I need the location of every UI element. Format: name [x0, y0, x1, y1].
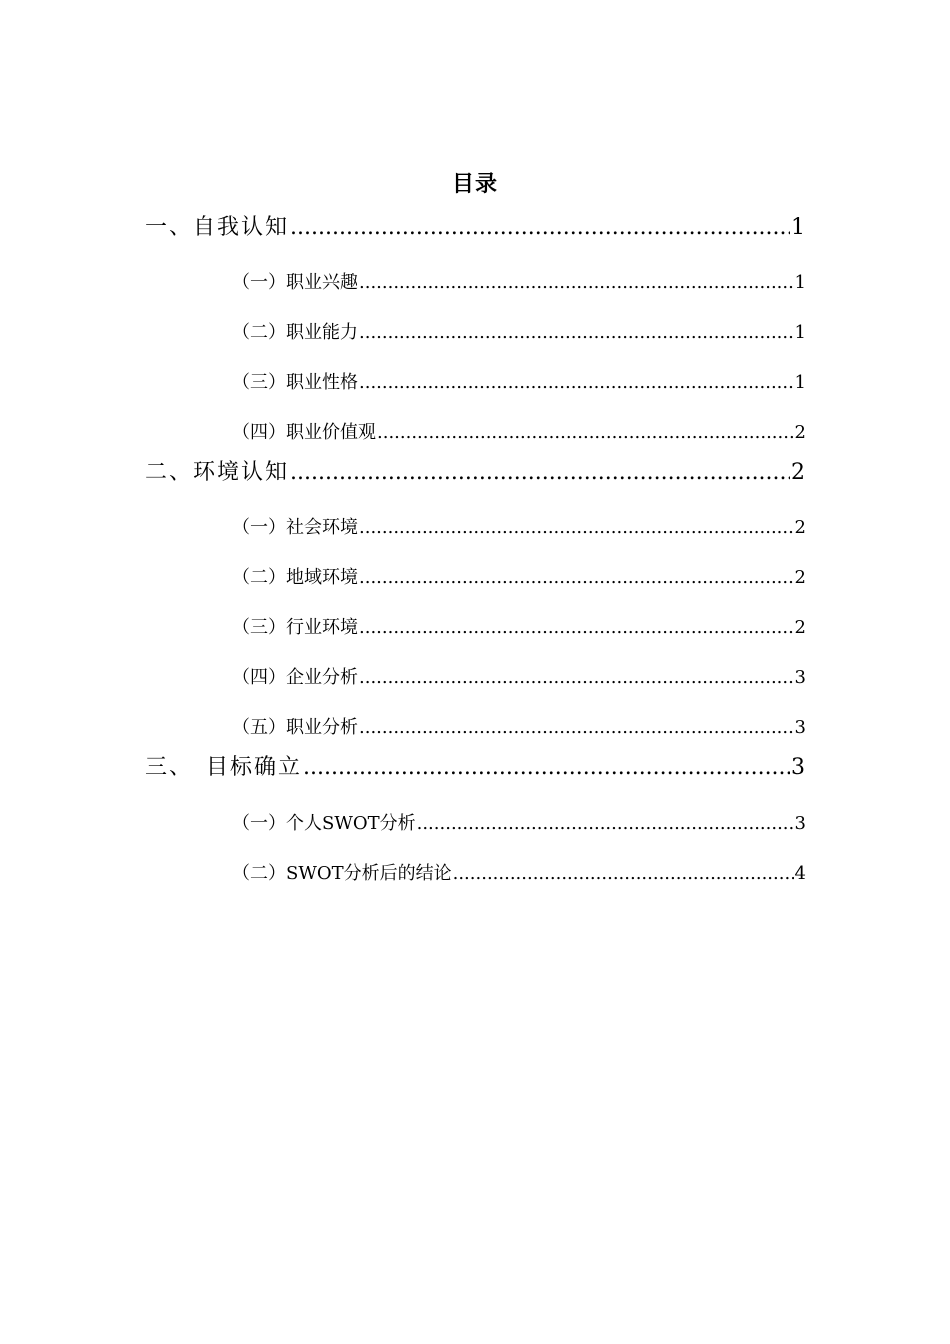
toc-dot-leader: [377, 420, 794, 446]
toc-entry-label: （五）职业分析: [232, 717, 358, 738]
toc-dot-leader: [359, 270, 794, 296]
toc-page-number: 3: [794, 813, 806, 834]
toc-entry-label: 二、环境认知: [145, 460, 290, 485]
toc-dot-leader: [359, 615, 794, 641]
toc-page-number: 2: [794, 517, 806, 538]
toc-dot-leader: [453, 861, 794, 887]
toc-entry-label: （二）地域环境: [232, 567, 358, 588]
toc-page-number: 1: [794, 372, 806, 393]
toc-entry-label: （二）SWOT分析后的结论: [232, 863, 452, 884]
toc-entry-industry-environment[interactable]: [232, 615, 806, 641]
toc-entry-self-awareness[interactable]: [145, 213, 805, 243]
toc-entry-label: （三）职业性格: [232, 372, 358, 393]
toc-dot-leader: [359, 515, 794, 541]
toc-dot-leader: [359, 665, 794, 691]
toc-page-number: 2: [794, 422, 806, 443]
toc-entry-personal-swot[interactable]: [232, 811, 806, 837]
toc-entry-label: （四）职业价值观: [232, 422, 376, 443]
toc-entry-career-values[interactable]: [232, 420, 806, 446]
toc-entry-label: （一）社会环境: [232, 517, 358, 538]
toc-title: 目录: [451, 172, 498, 197]
toc-dot-leader: [303, 753, 790, 783]
toc-page-number: 4: [794, 863, 806, 884]
toc-dot-leader: [359, 320, 794, 346]
toc-entry-career-ability[interactable]: [232, 320, 806, 346]
toc-entry-goal-setting[interactable]: [145, 753, 805, 783]
toc-page-number: 1: [791, 215, 805, 240]
toc-entry-label: （四）企业分析: [232, 667, 358, 688]
toc-page-number: 2: [794, 617, 806, 638]
toc-page-number: 3: [794, 717, 806, 738]
toc-page-number: 3: [794, 667, 806, 688]
toc-dot-leader: [359, 715, 794, 741]
toc-entry-regional-environment[interactable]: [232, 565, 806, 591]
toc-entry-label: 一、自我认知: [145, 215, 290, 240]
toc-entry-career-personality[interactable]: [232, 370, 806, 396]
toc-entry-social-environment[interactable]: [232, 515, 806, 541]
toc-entry-career-interest[interactable]: [232, 270, 806, 296]
toc-entry-swot-conclusion[interactable]: [232, 861, 806, 887]
toc-entry-label: （一）个人SWOT分析: [232, 813, 416, 834]
toc-entry-label: 三、 目标确立: [145, 755, 303, 780]
toc-entry-label: （三）行业环境: [232, 617, 358, 638]
toc-page-number: 1: [794, 272, 806, 293]
toc-dot-leader: [290, 458, 790, 488]
toc-entry-label: （二）职业能力: [232, 322, 358, 343]
toc-dot-leader: [359, 370, 794, 396]
toc-entry-company-analysis[interactable]: [232, 665, 806, 691]
toc-entry-environment-awareness[interactable]: [145, 458, 805, 488]
toc-dot-leader: [290, 213, 790, 243]
toc-page-number: 2: [791, 460, 805, 485]
toc-page-number: 1: [794, 322, 806, 343]
toc-page-number: 2: [794, 567, 806, 588]
toc-dot-leader: [417, 811, 794, 837]
toc-entry-career-analysis[interactable]: [232, 715, 806, 741]
toc-entry-label: （一）职业兴趣: [232, 272, 358, 293]
toc-dot-leader: [359, 565, 794, 591]
toc-page-number: 3: [791, 755, 805, 780]
